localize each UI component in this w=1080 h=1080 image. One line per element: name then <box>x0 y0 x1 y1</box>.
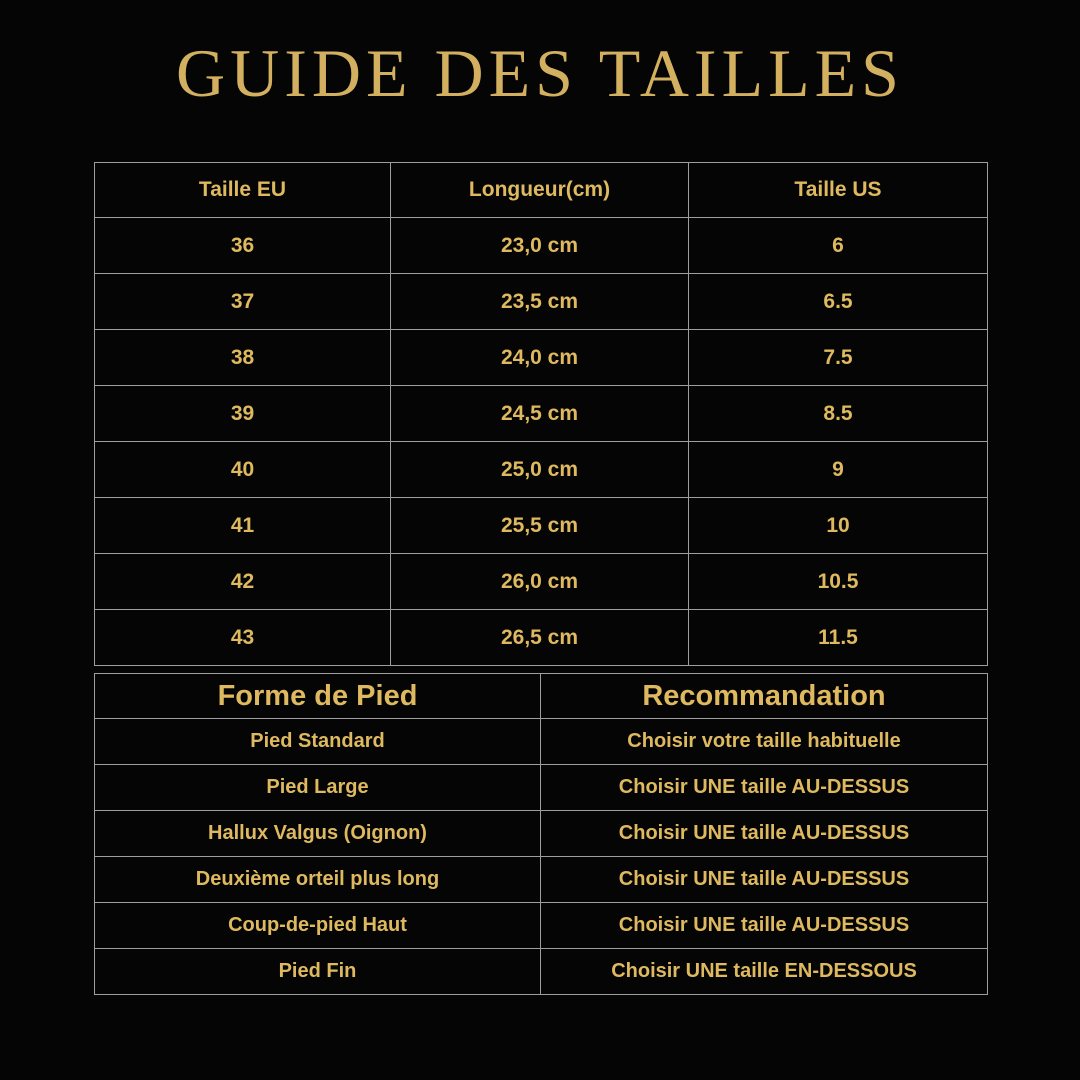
size-conversion-table <box>94 162 988 666</box>
cell-foot-shape: Pied Large <box>95 765 541 811</box>
table-row <box>95 218 988 274</box>
table-row <box>95 903 988 949</box>
cell-recommendation: Choisir votre taille habituelle <box>541 719 988 765</box>
cell-us: 10.5 <box>689 554 988 610</box>
table-row <box>95 386 988 442</box>
table-row <box>95 610 988 666</box>
cell-cm: 23,5 cm <box>391 274 689 330</box>
cell-cm: 24,0 cm <box>391 330 689 386</box>
cell-eu: 41 <box>95 498 391 554</box>
cell-foot-shape: Deuxième orteil plus long <box>95 857 541 903</box>
cell-cm: 26,5 cm <box>391 610 689 666</box>
cell-eu: 42 <box>95 554 391 610</box>
cell-recommendation: Choisir UNE taille AU-DESSUS <box>541 903 988 949</box>
cell-foot-shape: Coup-de-pied Haut <box>95 903 541 949</box>
page-title: GUIDE DES TAILLES <box>175 35 904 111</box>
cell-foot-shape: Pied Fin <box>95 949 541 995</box>
table-row <box>95 274 988 330</box>
header-longueur-cm: Longueur(cm) <box>391 163 689 218</box>
table-row <box>95 719 988 765</box>
cell-foot-shape: Hallux Valgus (Oignon) <box>95 811 541 857</box>
cell-recommendation: Choisir UNE taille EN-DESSOUS <box>541 949 988 995</box>
header-forme-de-pied: Forme de Pied <box>95 674 541 719</box>
cell-us: 9 <box>689 442 988 498</box>
table-row <box>95 765 988 811</box>
cell-cm: 24,5 cm <box>391 386 689 442</box>
cell-recommendation: Choisir UNE taille AU-DESSUS <box>541 857 988 903</box>
cell-us: 6 <box>689 218 988 274</box>
cell-eu: 40 <box>95 442 391 498</box>
cell-cm: 25,0 cm <box>391 442 689 498</box>
header-taille-us: Taille US <box>689 163 988 218</box>
fit-advice-table <box>94 673 988 995</box>
table-row <box>95 554 988 610</box>
table-row <box>95 498 988 554</box>
cell-eu: 39 <box>95 386 391 442</box>
cell-foot-shape: Pied Standard <box>95 719 541 765</box>
cell-us: 11.5 <box>689 610 988 666</box>
table-row <box>95 949 988 995</box>
advice-table-header-row <box>95 674 988 719</box>
cell-cm: 25,5 cm <box>391 498 689 554</box>
cell-recommendation: Choisir UNE taille AU-DESSUS <box>541 811 988 857</box>
cell-cm: 23,0 cm <box>391 218 689 274</box>
table-row <box>95 811 988 857</box>
header-recommandation: Recommandation <box>541 674 988 719</box>
cell-us: 7.5 <box>689 330 988 386</box>
table-row <box>95 330 988 386</box>
cell-eu: 37 <box>95 274 391 330</box>
cell-eu: 43 <box>95 610 391 666</box>
cell-us: 10 <box>689 498 988 554</box>
header-taille-eu: Taille EU <box>95 163 391 218</box>
cell-us: 8.5 <box>689 386 988 442</box>
cell-eu: 38 <box>95 330 391 386</box>
size-table-header-row <box>95 163 988 218</box>
cell-us: 6.5 <box>689 274 988 330</box>
cell-recommendation: Choisir UNE taille AU-DESSUS <box>541 765 988 811</box>
cell-eu: 36 <box>95 218 391 274</box>
cell-cm: 26,0 cm <box>391 554 689 610</box>
table-row <box>95 857 988 903</box>
table-row <box>95 442 988 498</box>
